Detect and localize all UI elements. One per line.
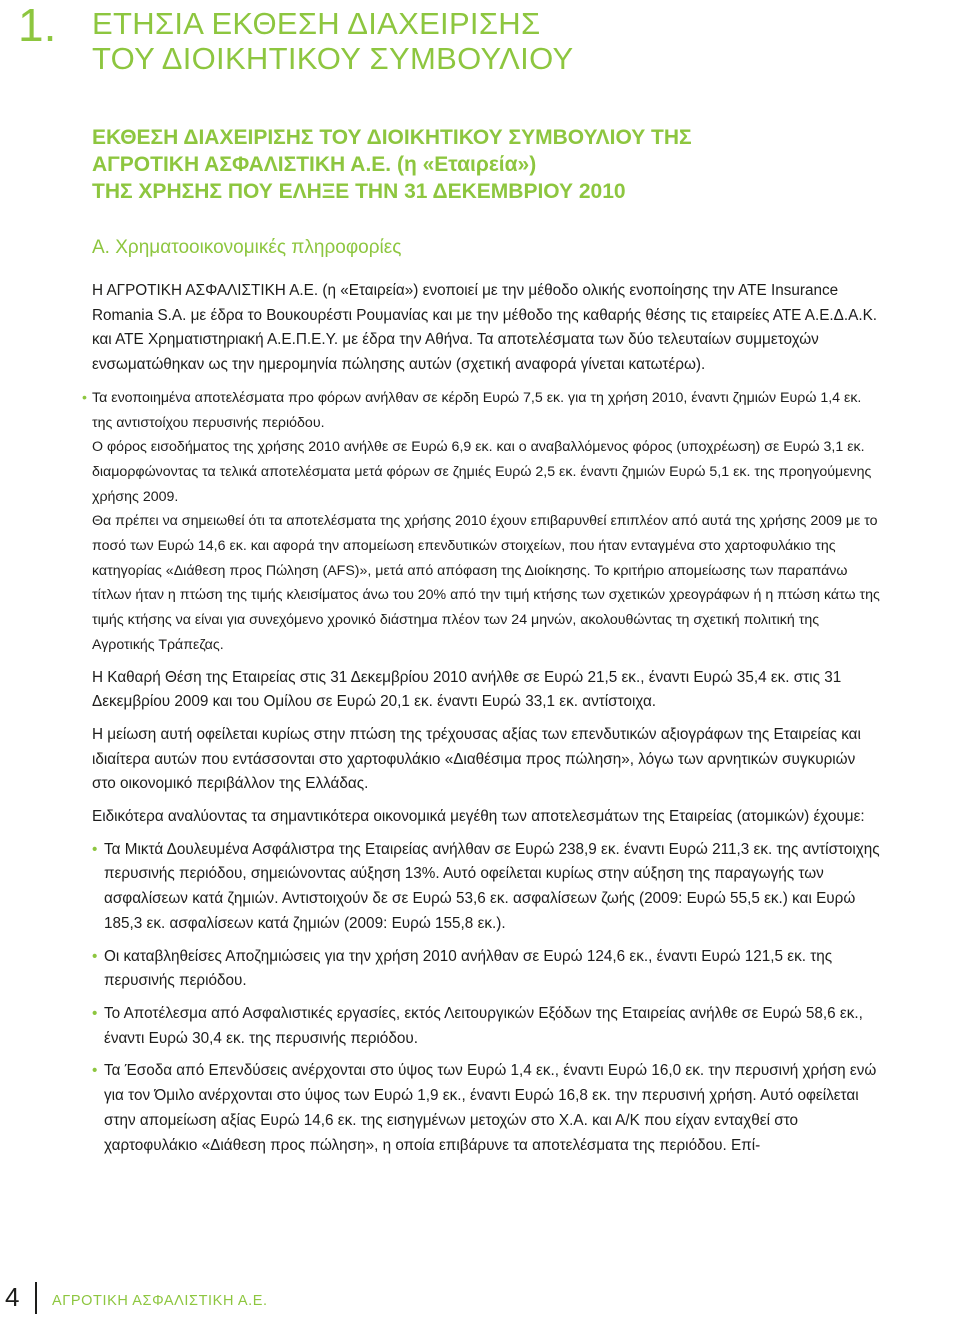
chapter-title xyxy=(92,6,573,76)
report-heading-line-3: ΤΗΣ ΧΡΗΣΗΣ ΠΟΥ ΕΛΗΞΕ ΤΗΝ 31 ΔΕΚΕΜΒΡΙΟΥ 2010 xyxy=(92,180,626,203)
bullet-investment-income: • Τα Έσοδα από Επενδύσεις ανέρχονται στο ύψος των Ευρώ 1,4 εκ., έναντι Ευρώ 16,0 εκ. την περυσινή χρήση ενώ για τον Όμιλο ανέρχονται στο ύψος των Ευρώ 1,9 εκ., έναντι Ευρώ 16,8 εκ. την περυσινή χρήση. Αυτό οφείλεται στην απομείωση αξίας Ευρώ 14,6 εκ. της εισηγμένων μετοχών στο Χ.Α. και Α/Κ που είχαν ενταχθεί στο χαρτοφυλάκιο «Διάθεση προς πώληση», η οποία επιβάρυνε τα αποτελέσματα της περιόδου. Επί- xyxy=(92,1059,882,1158)
footer-company-name: ΑΓΡΟΤΙΚΗ ΑΣΦΑΛΙΣΤΙΚΗ Α.Ε. xyxy=(52,1293,268,1309)
bullet-claims: • Οι καταβληθείσες Αποζημιώσεις για την χρήση 2010 ανήλθαν σε Ευρώ 124,6 εκ., έναντι Ευρώ 121,5 εκ. της περυσινής περιόδου. xyxy=(92,945,882,994)
report-heading xyxy=(92,124,892,205)
paragraph-income-tax: Ο φόρος εισοδήματος της χρήσης 2010 ανήλθε σε Ευρώ 6,9 εκ. και ο αναβαλλόμενος φόρος (υποχρέωση) σε Ευρώ 3,1 εκ. διαμορφώνοντας τα τελικά αποτελέσματα μετά φόρων σε ζημιές Ευρώ 2,5 εκ. έναντι ζημιών Ευρώ 5,1 εκ. της προηγούμενης χρήσης 2009. xyxy=(92,439,872,505)
paragraph-decrease: Η μείωση αυτή οφείλεται κυρίως στην πτώση της τρέχουσας αξίας των επενδυτικών αξιογράφων της Εταιρείας και ιδιαίτερα αυτών που εντάσσονται στο χαρτοφυλάκιο «Διαθέσιμα προς πώληση», λόγω των αρνητικών συγκυριών στο οικονομικό περιβάλλον της Ελλάδας. xyxy=(92,725,861,793)
paragraph-consolidated-results: • Τα ενοποιημένα αποτελέσματα προ φόρων ανήλθαν σε κέρδη Ευρώ 7,5 εκ. για τη χρήση 2010, έναντι ζημιών Ευρώ 1,4 εκ. της αντιστοίχου περυσινής περιόδου. xyxy=(92,386,882,435)
bullet-insurance-result: • Το Αποτέλεσμα από Ασφαλιστικές εργασίες, εκτός Λειτουργικών Εξόδων της Εταιρείας ανήλθε σε Ευρώ 58,6 εκ., έναντι Ευρώ 30,4 εκ. της περυσινής περιόδου. xyxy=(92,1002,882,1051)
paragraph-consolidation: Η ΑΓΡΟΤΙΚΗ ΑΣΦΑΛΙΣΤΙΚΗ Α.Ε. (η «Εταιρεία») ενοποιεί με την μέθοδο ολικής ενοποίησης την ΑΤΕ Insurance Romania S.A. με έδρα το Βουκουρέστι Ρουμανίας και με την μέθοδο της καθαρής θέσης τις εταιρείες ΑΤΕ Α.Ε.Δ.Α.Κ. και ΑΤΕ Χρηματιστηριακή Α.Ε.Π.Ε.Υ. με έδρα την Αθήνα. Τα αποτελέσματα των δύο τελευταίων συμμετοχών ενσωματώθηκαν ως την ημερομηνία πώλησης αυτών (σχετική αναφορά γίνεται κατωτέρω). xyxy=(92,282,878,374)
chapter-title-line-1: ΕΤΗΣΙΑ ΕΚΘΕΣΗ ΔΙΑΧΕΙΡΙΣΗΣ xyxy=(92,6,541,41)
paragraph-net-equity: Η Καθαρή Θέση της Εταιρείας στις 31 Δεκεμβρίου 2010 ανήλθε σε Ευρώ 21,5 εκ., έναντι Ευρώ 35,4 εκ. στις 31 Δεκεμβρίου 2009 και του Ομίλου σε Ευρώ 20,1 εκ. έναντι Ευρώ 33,1 εκ. αντίστοιχα. xyxy=(92,668,842,711)
section-heading: Α. Χρηματοοικονομικές πληροφορίες xyxy=(92,237,402,258)
chapter-title-line-2: ΤΟΥ ΔΙΟΙΚΗΤΙΚΟΥ ΣΥΜΒΟΥΛΙΟΥ xyxy=(92,41,574,76)
bullet-premiums: • Τα Μικτά Δουλευμένα Ασφάλιστρα της Εταιρείας ανήλθαν σε Ευρώ 238,9 εκ. έναντι Ευρώ 211,3 εκ. της αντίστοιχης περυσινής περιόδου, σημειώνοντας αύξηση 13%. Αυτό οφείλεται κυρίως στην αύξηση της παραγωγής των ασφαλίσεων κατά ζημιών. Αντιστοιχούν δε σε Ευρώ 53,6 εκ. ασφαλίσεων ζωής (2009: Ευρώ 55,5 εκ.) και Ευρώ 185,3 εκ. ασφαλίσεων κατά ζημιών (2009: Ευρώ 155,8 εκ.). xyxy=(92,838,882,937)
body-text xyxy=(92,279,882,1158)
paragraph-analysis-intro: Ειδικότερα αναλύοντας τα σημαντικότερα οικονομικά μεγέθη των αποτελεσμάτων της Εταιρείας (ατομικών) έχουμε: xyxy=(92,808,865,826)
report-heading-line-1: ΕΚΘΕΣΗ ΔΙΑΧΕΙΡΙΣΗΣ ΤΟΥ ΔΙΟΙΚΗΤΙΚΟΥ ΣΥΜΒΟΥΛΙΟΥ ΤΗΣ xyxy=(92,126,692,149)
footer-divider xyxy=(35,1282,37,1314)
report-heading-line-2: ΑΓΡΟΤΙΚΗ ΑΣΦΑΛΙΣΤΙΚΗ Α.Ε. (η «Εταιρεία») xyxy=(92,153,537,176)
chapter-number: 1. xyxy=(18,0,57,51)
page-number: 4 xyxy=(5,1282,20,1312)
paragraph-impairment: Θα πρέπει να σημειωθεί ότι τα αποτελέσματα της χρήσης 2010 έχουν επιβαρυνθεί επιπλέον από αυτά της χρήσης 2009 με το ποσό των Ευρώ 14,6 εκ. και αφορά την απομείωση επενδυτικών στοιχείων, που ήταν ενταγμένα στο χαρτοφυλάκιο της κατηγορίας «Διάθεση προς Πώληση (AFS)», μετά από απόφαση της Διοίκησης. Το κριτήριο απομείωσης των παραπάνω τίτλων ήταν η πτώση της τιμής κλεισίματος άνω του 20% από την τιμή κτήσης των σχετικών χρεογράφων ή η πτώση κάτω της τιμής κτήσης να είναι για συνεχόμενο χρονικό διάστημα πλέον των 24 μηνών, ακολουθώντας τη σχετική πολιτική της Αγροτικής Τράπεζας. xyxy=(92,513,880,653)
